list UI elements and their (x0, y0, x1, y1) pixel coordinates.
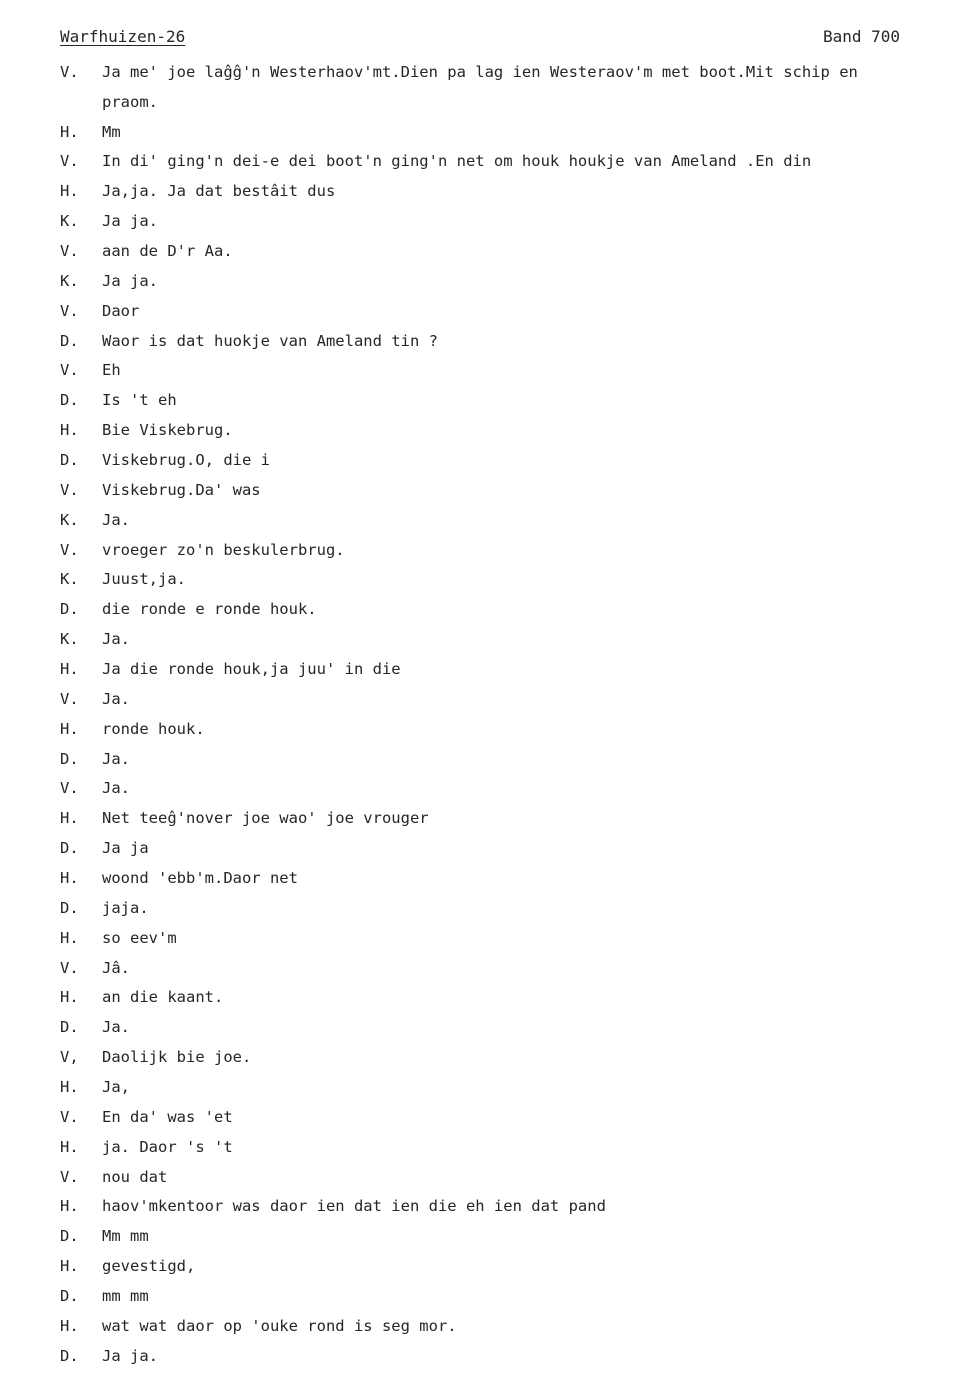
utterance-text: haov'mkentoor was daor ien dat ien die eh ien dat pand (102, 1197, 606, 1215)
utterance-text: ronde houk. (102, 719, 205, 738)
speaker-label: K. (60, 629, 79, 648)
transcript-line (60, 744, 965, 775)
speaker-label: H. (60, 928, 79, 947)
transcript-line (60, 594, 965, 625)
utterance-text: Ja ja. (102, 272, 158, 290)
utterance-text: Ja me' joe laĝĝ'n Westerhaov'mt.Dien pa lag ien Westeraov'm met boot.Mit schip en (102, 63, 858, 81)
speaker-label: D. (60, 391, 79, 409)
speaker-label: V. (60, 690, 79, 708)
transcript-line (60, 1281, 965, 1312)
speaker-label: H. (60, 868, 79, 887)
transcript-line (60, 1311, 965, 1342)
utterance-text: Mm (102, 122, 121, 141)
speaker-label: V. (60, 361, 79, 379)
transcript-line (60, 715, 965, 744)
utterance-text: Ja. (102, 510, 130, 529)
utterance-text: Mm mm (102, 1227, 149, 1245)
speaker-label: V. (60, 241, 79, 260)
utterance-text: Ja ja. (102, 1346, 158, 1365)
document-title: Warfhuizen-26 (60, 27, 186, 46)
speaker-label: V. (60, 779, 79, 797)
transcript-line (60, 1133, 965, 1162)
transcript-line (60, 236, 965, 267)
speaker-label: H. (60, 122, 79, 141)
utterance-text: vroeger zo'n beskulerbrug. (102, 540, 345, 559)
transcript-line (60, 1043, 965, 1072)
utterance-text: Ja. (102, 749, 130, 768)
band-number: Band 700 (822, 27, 900, 46)
speaker-label: D. (60, 749, 79, 768)
utterance-text: Ja. (102, 779, 130, 797)
transcript-line (60, 983, 965, 1012)
utterance-text: Waor is dat huokje van Ameland tin ? (102, 331, 438, 350)
speaker-label: V. (60, 1108, 79, 1126)
transcript-line (60, 385, 965, 416)
transcript-line (60, 803, 965, 834)
utterance-text: Eh (102, 361, 121, 379)
transcript-line (60, 654, 965, 685)
utterance-text: Ja ja (102, 838, 149, 857)
speaker-label: K. (60, 510, 79, 529)
utterance-text: die ronde e ronde houk. (102, 600, 317, 618)
transcript-line (60, 266, 965, 297)
transcript-line (60, 297, 965, 326)
transcript-line (60, 893, 965, 924)
speaker-label: V. (60, 481, 79, 499)
transcript-line (60, 57, 965, 88)
speaker-label: H. (60, 420, 79, 439)
transcript-line (60, 326, 965, 357)
speaker-label: H. (60, 988, 79, 1006)
transcript-line (60, 1162, 965, 1193)
speaker-label: H. (60, 659, 79, 678)
speaker-label: D. (60, 899, 79, 917)
utterance-text: Ja. (102, 690, 130, 708)
utterance-text: Daor (102, 301, 140, 320)
transcript-line (60, 147, 965, 176)
utterance-text: praom. (102, 92, 158, 111)
transcript-lines (60, 57, 965, 1371)
utterance-text: wat wat daor op 'ouke rond is seg mor. (102, 1317, 457, 1335)
utterance-text: Ja,ja. Ja dat bestâit dus (102, 182, 336, 200)
speaker-label: D. (60, 838, 79, 857)
transcript-line (60, 356, 965, 385)
speaker-label: H. (60, 1077, 79, 1096)
transcript-line (60, 117, 965, 148)
transcript-line (60, 475, 965, 506)
utterance-text: Ja. (102, 1018, 130, 1036)
transcript-line (60, 863, 965, 894)
transcript-line (60, 774, 965, 803)
speaker-label: H. (60, 1317, 79, 1335)
speaker-label: D. (60, 1018, 79, 1036)
transcript-line (60, 1252, 965, 1281)
speaker-label: V. (60, 958, 79, 977)
speaker-label: D. (60, 600, 79, 618)
speaker-label: V. (60, 540, 79, 559)
page-header (60, 26, 900, 50)
utterance-text: Ja die ronde houk,ja juu' in die (102, 659, 401, 678)
utterance-text: Ja, (102, 1077, 130, 1096)
speaker-label: V. (60, 63, 79, 81)
utterance-text: Jâ. (102, 958, 130, 977)
utterance-text: Net teeĝ'nover joe wao' joe vrouger (102, 809, 429, 827)
speaker-label: H. (60, 809, 79, 827)
speaker-label: D. (60, 331, 79, 350)
transcript-line (60, 1221, 965, 1252)
transcript-line (60, 924, 965, 953)
utterance-text: an die kaant. (102, 988, 224, 1006)
transcript-line (60, 506, 965, 535)
speaker-label: D. (60, 1286, 79, 1305)
speaker-label: H. (60, 719, 79, 738)
transcript-line (60, 1012, 965, 1043)
transcript-line (60, 684, 965, 715)
utterance-text: En da' was 'et (102, 1108, 233, 1126)
utterance-text: mm mm (102, 1286, 149, 1305)
speaker-label: D. (60, 1227, 79, 1245)
utterance-text: Viskebrug.Da' was (102, 481, 261, 499)
transcript-line (60, 1102, 965, 1133)
speaker-label: V. (60, 301, 79, 320)
utterance-text: woond 'ebb'm.Daor net (102, 868, 298, 887)
utterance-text: Viskebrug.O, die i (102, 450, 270, 469)
speaker-label: D. (60, 450, 79, 469)
transcript-line (60, 1072, 965, 1103)
transcript-line (60, 834, 965, 863)
transcript-line (60, 207, 965, 236)
utterance-text: Ja. (102, 629, 130, 648)
transcript-line (60, 535, 965, 566)
transcript-line (60, 1192, 965, 1221)
utterance-text: In di' ging'n dei-e dei boot'n ging'n net om houk houkje van Ameland .En din (102, 152, 812, 170)
speaker-label: H. (60, 1197, 79, 1215)
transcript-line (60, 953, 965, 984)
utterance-text: Daolijk bie joe. (102, 1047, 252, 1066)
transcript-line (60, 445, 965, 476)
utterance-text: so eev'm (102, 928, 177, 947)
utterance-text: ja. Daor 's 't (102, 1137, 233, 1156)
transcript-line (60, 625, 965, 654)
transcript-line (60, 416, 965, 445)
utterance-text: Bie Viskebrug. (102, 420, 233, 439)
transcript-line (60, 88, 965, 117)
speaker-label: K. (60, 211, 79, 230)
utterance-text: Ja ja. (102, 211, 158, 230)
transcript-line (60, 1342, 965, 1371)
utterance-text: aan de D'r Aa. (102, 241, 233, 260)
utterance-text: Juust,ja. (102, 570, 186, 588)
utterance-text: nou dat (102, 1167, 168, 1186)
speaker-label: V, (60, 1047, 79, 1066)
utterance-text: jaja. (102, 899, 149, 917)
utterance-text: Is 't eh (102, 391, 177, 409)
speaker-label: V. (60, 152, 79, 170)
speaker-label: K. (60, 272, 79, 290)
speaker-label: H. (60, 1137, 79, 1156)
transcript-line (60, 565, 965, 594)
speaker-label: K. (60, 570, 79, 588)
speaker-label: V. (60, 1167, 79, 1186)
speaker-label: D. (60, 1346, 79, 1365)
transcript-line (60, 176, 965, 207)
speaker-label: H. (60, 1256, 79, 1275)
speaker-label: H. (60, 182, 79, 200)
utterance-text: gevestigd, (102, 1256, 196, 1275)
